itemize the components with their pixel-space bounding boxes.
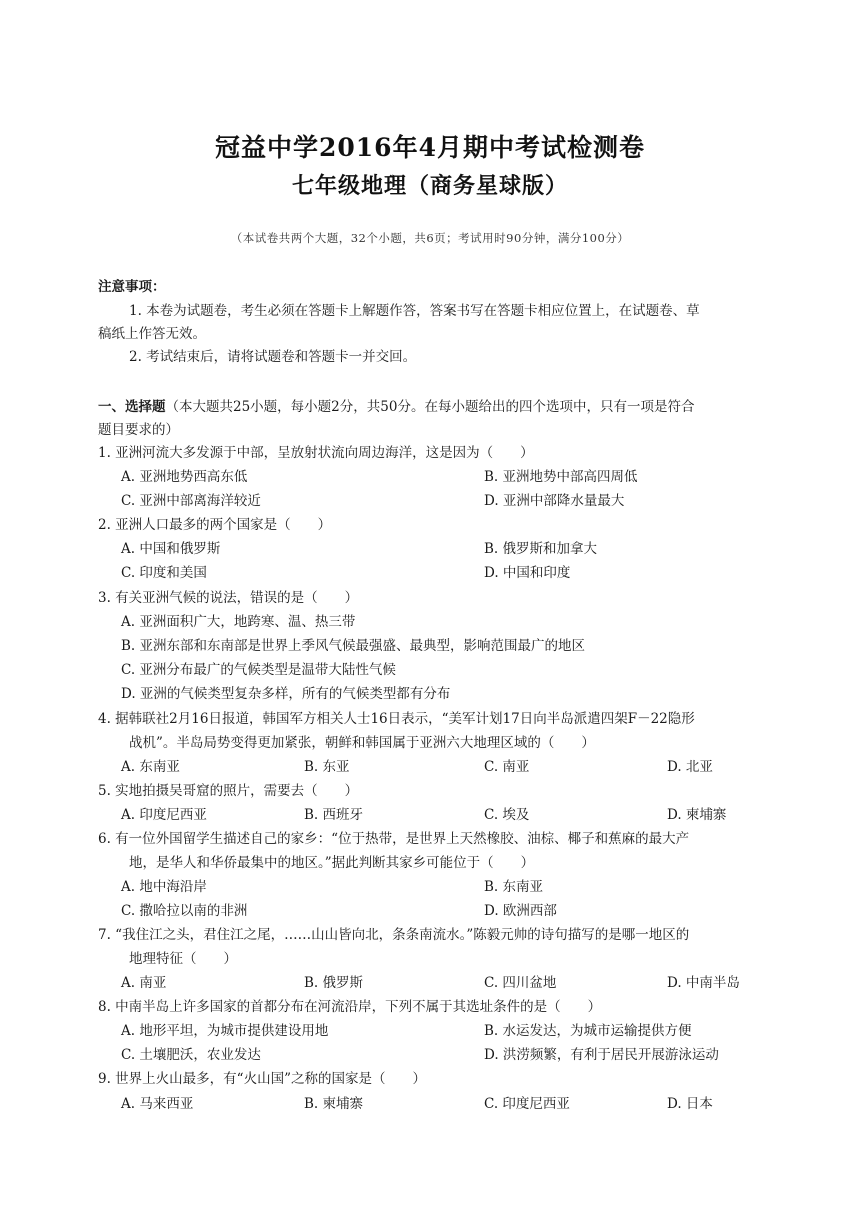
question-6-stem-line-2: 地，是华人和华侨最集中的地区。”据此判断其家乡可能位于（ ） [129,855,535,871]
notice-item-1-line-1: 1. 本卷为试题卷，考生必须在答题卡上解题作答，答案书写在答题卡相应位置上，在试题卷、草 [129,303,700,319]
question-7-option-d: D. 中南半岛 [667,975,740,991]
question-1-option-a: A. 亚洲地势西高东低 [121,469,248,485]
question-9-option-b: B. 柬埔寨 [304,1096,364,1112]
section-description-line-2: 题目要求的） [98,422,179,438]
question-3-stem: 3. 有关亚洲气候的说法，错误的是（ ） [98,590,359,606]
question-6-option-b: B. 东南亚 [484,879,544,895]
question-4-stem-line-2: 战机”。半岛局势变得更加紧张，朝鲜和韩国属于亚洲六大地理区域的（ ） [129,735,595,751]
question-8-option-b: B. 水运发达，为城市运输提供方便 [484,1023,692,1039]
question-6-option-c: C. 撒哈拉以南的非洲 [121,903,248,919]
notice-item-2: 2. 考试结束后，请将试题卷和答题卡一并交回。 [129,349,417,365]
question-1-stem: 1. 亚洲河流大多发源于中部，呈放射状流向周边海洋，这是因为（ ） [98,445,534,461]
question-5-option-b: B. 西班牙 [304,807,364,823]
question-3-option-a: A. 亚洲面积广大，地跨寒、温、热三带 [121,614,356,630]
question-2-option-c: C. 印度和美国 [121,565,207,581]
question-2-option-a: A. 中国和俄罗斯 [121,541,221,557]
question-7-option-c: C. 四川盆地 [484,975,557,991]
question-1-option-c: C. 亚洲中部离海洋较近 [121,493,261,509]
exam-info: （本试卷共两个大题，32个小题，共6页；考试用时90分钟，满分100分） [230,231,630,245]
exam-subtitle: 七年级地理（商务星球版） [291,173,568,199]
question-3-option-c: C. 亚洲分布最广的气候类型是温带大陆性气候 [121,662,396,678]
question-4-stem-line-1: 4. 据韩联社2月16日报道，韩国军方相关人士16日表示，“美军计划17日向半岛派遣四架F－22隐形 [98,711,695,727]
question-8-option-a: A. 地形平坦，为城市提供建设用地 [121,1023,329,1039]
notice-item-1-line-2: 稿纸上作答无效。 [98,326,206,342]
question-8-option-d: D. 洪涝频繁，有利于居民开展游泳运动 [484,1047,719,1063]
question-6-option-a: A. 地中海沿岸 [121,879,207,895]
question-5-option-a: A. 印度尼西亚 [121,807,207,823]
question-3-option-b: B. 亚洲东部和东南部是世界上季风气候最强盛、最典型，影响范围最广的地区 [121,638,586,654]
question-1-option-d: D. 亚洲中部降水量最大 [484,493,625,509]
question-2-stem: 2. 亚洲人口最多的两个国家是（ ） [98,517,332,533]
section-description: （本大题共25小题，每小题2分，共50分。在每小题给出的四个选项中，只有一项是符合 [165,399,695,415]
section-heading: 一、选择题 [98,399,166,415]
question-9-option-d: D. 日本 [667,1096,713,1112]
question-8-option-c: C. 土壤肥沃，农业发达 [121,1047,261,1063]
question-6-option-d: D. 欧洲西部 [484,903,557,919]
section-heading-line [98,398,694,416]
question-1-option-b: B. 亚洲地势中部高四周低 [484,469,638,485]
question-9-option-a: A. 马来西亚 [121,1096,194,1112]
question-4-option-a: A. 东南亚 [121,759,180,775]
question-5-option-c: C. 埃及 [484,807,530,823]
question-4-option-b: B. 东亚 [304,759,350,775]
question-4-option-c: C. 南亚 [484,759,530,775]
question-2-option-b: B. 俄罗斯和加拿大 [484,541,598,557]
question-2-option-d: D. 中国和印度 [484,565,571,581]
question-6-stem-line-1: 6. 有一位外国留学生描述自己的家乡：“位于热带，是世界上天然橡胶、油棕、椰子和蕉麻的最大产 [98,831,690,847]
question-5-option-d: D. 柬埔寨 [667,807,727,823]
exam-title: 冠益中学2016年4月期中考试检测卷 [215,133,645,162]
question-3-option-d: D. 亚洲的气候类型复杂多样，所有的气候类型都有分布 [121,686,451,702]
question-4-option-d: D. 北亚 [667,759,713,775]
question-7-stem-line-2: 地理特征（ ） [129,951,237,967]
question-7-stem-line-1: 7. “我住江之头，君住江之尾，……山山皆向北，条条南流水。”陈毅元帅的诗句描写的是哪一地区的 [98,927,690,943]
question-5-stem: 5. 实地拍摄吴哥窟的照片，需要去（ ） [98,783,359,799]
question-7-option-b: B. 俄罗斯 [304,975,364,991]
question-8-stem: 8. 中南半岛上许多国家的首都分布在河流沿岸，下列不属于其选址条件的是（ ） [98,999,602,1015]
question-9-stem: 9. 世界上火山最多，有“火山国”之称的国家是（ ） [98,1071,426,1087]
notice-heading: 注意事项： [98,279,166,295]
question-7-option-a: A. 南亚 [121,975,167,991]
question-9-option-c: C. 印度尼西亚 [484,1096,570,1112]
